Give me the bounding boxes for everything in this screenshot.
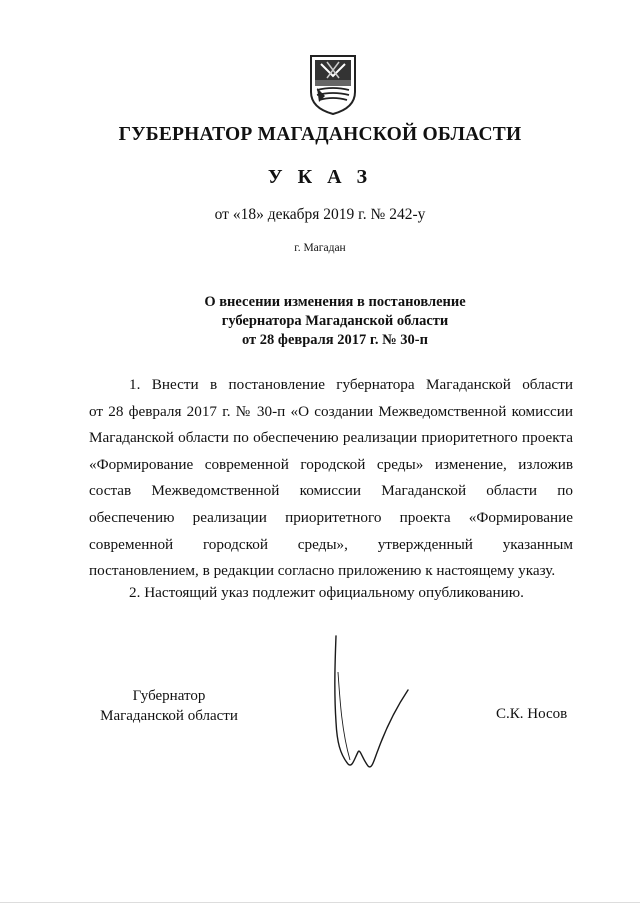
signatory-title-line: Губернатор: [132, 688, 206, 704]
heading-line: от 28 февраля 2017 г. № 30-п: [242, 332, 428, 348]
paragraph-line: обеспечению реализации приоритетного проекта «Формирование: [89, 508, 573, 526]
document-city: г. Магадан: [294, 242, 346, 254]
authority-title: ГУБЕРНАТОР МАГАДАНСКОЙ ОБЛАСТИ: [118, 124, 522, 145]
paragraph-line: 1. Внести в постановление губернатора Магаданской области: [129, 376, 573, 393]
coat-of-arms-icon: [307, 52, 359, 116]
paragraph-2: [89, 580, 573, 607]
paragraph-line: Магаданской области по обеспечению реализации приоритетного проекта: [89, 429, 573, 447]
signatory-name: С.К. Носов: [496, 706, 568, 722]
paragraph-line: «Формирование современной городской среды» изменение, изложив: [89, 455, 573, 473]
handwritten-signature: [318, 632, 418, 774]
document-date-number: от «18» декабря 2019 г. № 242-у: [214, 206, 426, 223]
document-heading: [0, 293, 640, 350]
paragraph-1: [89, 372, 573, 585]
heading-line: губернатора Магаданской области: [221, 313, 449, 329]
signatory-title-line: Магаданской области: [100, 708, 238, 724]
paragraph-line: постановлением, в редакции согласно приложению к настоящему указу.: [89, 562, 556, 580]
document-type: У К А З: [267, 166, 373, 188]
paragraph-line: состав Межведомственной комиссии Магаданской области по: [89, 482, 573, 500]
page-edge: [0, 902, 640, 903]
paragraph-line: современной городской среды», утвержденный указанным: [89, 535, 573, 553]
signatory-title: [90, 686, 248, 726]
heading-line: О внесении изменения в постановление: [204, 294, 466, 310]
paragraph-line: 2. Настоящий указ подлежит официальному опубликованию.: [129, 584, 524, 601]
paragraph-line: от 28 февраля 2017 г. № 30-п «О создании Межведомственной комиссии: [89, 402, 573, 420]
